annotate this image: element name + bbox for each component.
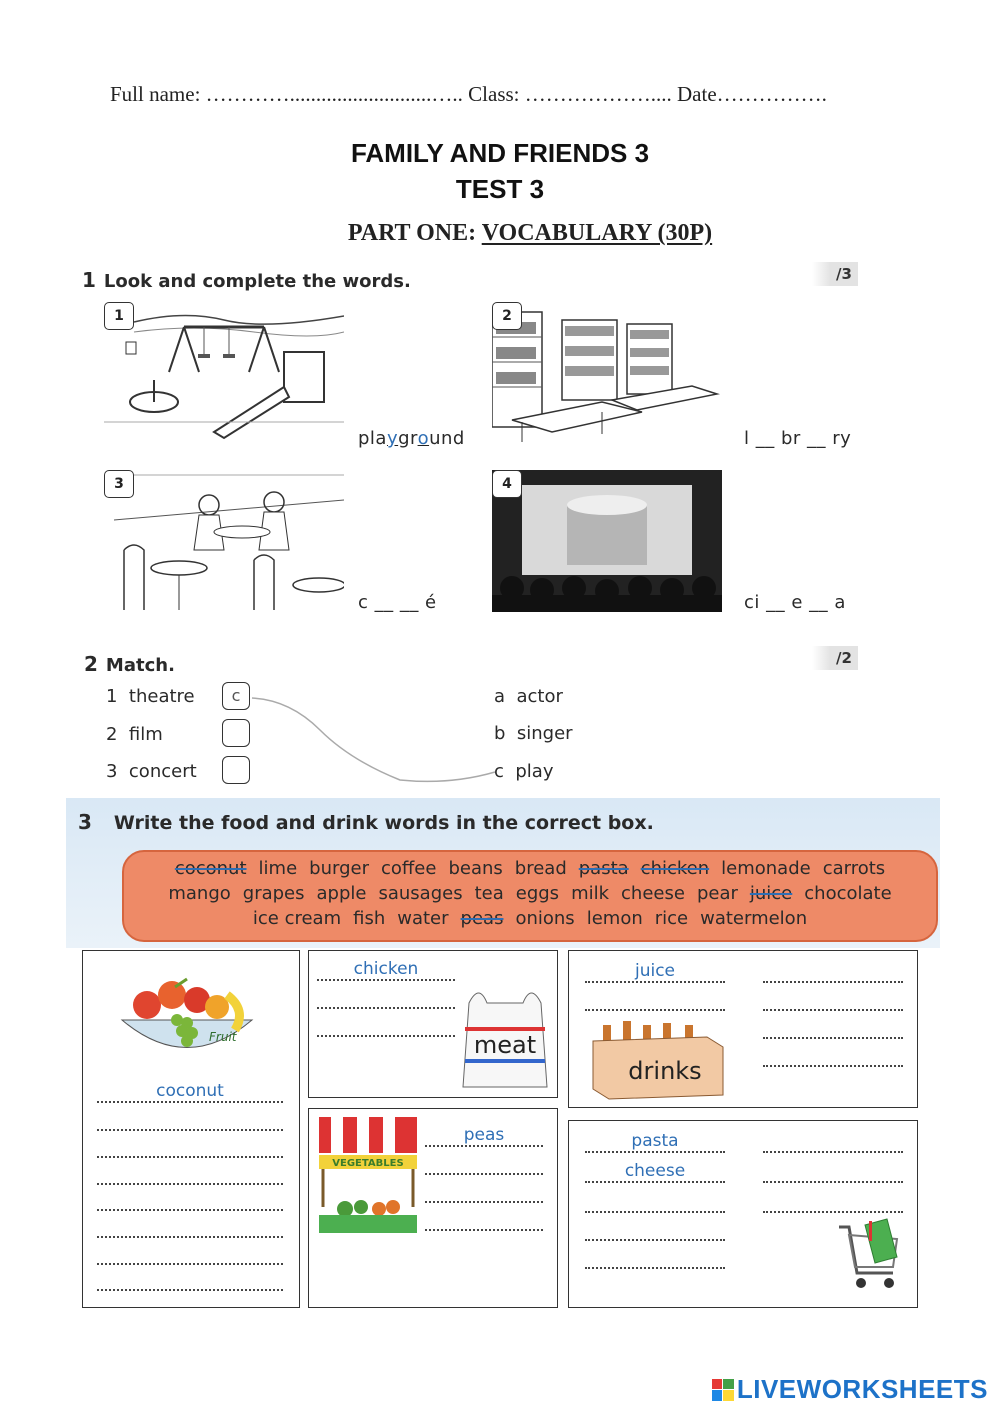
fruit-box	[82, 950, 300, 1308]
word-bank-line-3	[124, 908, 936, 929]
fruit-answer-2[interactable]	[97, 1109, 283, 1131]
word-library[interactable]: l __ br __ ry	[744, 428, 852, 449]
ex2-title	[84, 652, 175, 676]
match-line	[250, 690, 510, 790]
match-letter: b	[494, 723, 506, 744]
word-cafe[interactable]: c __ __ é	[358, 592, 437, 613]
part-prefix: PART ONE:	[347, 220, 482, 246]
match-answer-box-1[interactable]: c	[222, 682, 250, 710]
word-bank-word: lemonade	[721, 858, 811, 879]
drinks-answer-4[interactable]	[763, 989, 903, 1011]
other-answer-4[interactable]	[585, 1219, 725, 1241]
fruit-answer-5[interactable]	[97, 1189, 283, 1211]
word-bank-word: beans	[448, 858, 503, 879]
liveworksheets-brand	[712, 1374, 988, 1405]
other-answer-2[interactable]: cheese	[585, 1161, 725, 1183]
ex3-number: 3	[78, 810, 92, 834]
word-bank-word: apple	[316, 883, 367, 904]
drinks-box	[568, 950, 918, 1108]
fruit-answer-4[interactable]	[97, 1163, 283, 1185]
worksheet-subtitle: TEST 3	[455, 174, 545, 204]
word-bank-word: rice	[654, 908, 689, 929]
meat-label: meat	[473, 1031, 537, 1059]
picture-number-1: 1	[104, 302, 134, 330]
meat-answer-2[interactable]	[317, 987, 455, 1009]
word-bank-word: cheese	[621, 883, 685, 904]
match-right-a	[494, 686, 563, 707]
drinks-answer-1[interactable]: juice	[585, 961, 725, 983]
word-bank-word: pear	[696, 883, 738, 904]
filled-letter[interactable]: y	[386, 428, 399, 449]
cafe-picture	[104, 470, 344, 615]
cafe-icon	[104, 470, 344, 615]
worksheet-title: FAMILY AND FRIENDS 3	[350, 138, 650, 168]
vegetables-label: VEGETABLES	[332, 1158, 404, 1169]
word-bank-word: coffee	[380, 858, 437, 879]
word-bank-word: eggs	[515, 883, 560, 904]
word-part: pla	[358, 428, 387, 449]
word-bank-word: water	[397, 908, 449, 929]
word-bank-word: sausages	[378, 883, 463, 904]
library-picture	[492, 302, 722, 444]
part-heading	[0, 220, 1000, 247]
meat-answer-1[interactable]: chicken	[317, 959, 455, 981]
match-left-3	[106, 761, 197, 782]
match-num: 2	[106, 724, 118, 745]
match-num: 1	[106, 686, 118, 707]
drinks-answer-2[interactable]	[585, 989, 725, 1011]
shopping-trolley-icon	[835, 1217, 907, 1303]
playground-picture	[104, 302, 344, 442]
word-bank-word: mango	[168, 883, 231, 904]
ex1-title	[82, 268, 411, 292]
word-bank-word: chocolate	[804, 883, 892, 904]
word-bank-word: chicken	[640, 858, 710, 879]
drinks-label: drinks	[628, 1057, 702, 1085]
brand-logo-icon	[712, 1379, 734, 1401]
picture-number-4: 4	[492, 470, 522, 498]
vegetables-answer-4[interactable]	[425, 1209, 543, 1231]
word-bank-word: pasta	[578, 858, 629, 879]
word-bank-word: fish	[353, 908, 386, 929]
fruit-answer-6[interactable]	[97, 1216, 283, 1238]
meat-box	[308, 950, 558, 1098]
match-num: 3	[106, 761, 118, 782]
word-bank-word: carrots	[822, 858, 886, 879]
fruit-answer-7[interactable]	[97, 1243, 283, 1265]
filled-letter[interactable]: o	[417, 428, 430, 449]
word-part: gr	[398, 428, 418, 449]
match-letter: c	[494, 761, 504, 782]
match-word: film	[128, 724, 163, 745]
other-answer-5[interactable]	[585, 1247, 725, 1269]
match-word: play	[515, 761, 554, 782]
match-letter: a	[494, 686, 506, 707]
fruit-label: Fruit	[209, 1030, 237, 1044]
picture-number-3: 3	[104, 470, 134, 498]
word-cinema[interactable]: ci __ e __ a	[744, 592, 846, 613]
vegetables-answer-2[interactable]	[425, 1153, 543, 1175]
word-bank-word: grapes	[242, 883, 305, 904]
match-word: concert	[128, 761, 197, 782]
playground-icon	[104, 302, 344, 442]
match-word: theatre	[128, 686, 195, 707]
ex3-title	[78, 810, 654, 834]
match-word: singer	[516, 723, 573, 744]
word-playground[interactable]	[358, 428, 465, 449]
word-part: und	[429, 428, 465, 449]
word-bank-word: juice	[749, 883, 793, 904]
other-answer-3[interactable]	[585, 1191, 725, 1213]
word-bank-word: onions	[515, 908, 575, 929]
match-left-2	[106, 724, 163, 745]
cinema-icon	[492, 470, 722, 612]
word-bank	[122, 850, 938, 942]
drinks-answer-6[interactable]	[763, 1045, 903, 1067]
header-name-class-date: Full name: …………...........................….. Class: ……………….... Date…………….	[110, 82, 827, 106]
ex1-instruction: Look and complete the words.	[103, 271, 411, 292]
ex2-number: 2	[84, 652, 98, 676]
vegetables-answer-3[interactable]	[425, 1181, 543, 1203]
library-icon	[492, 302, 722, 444]
word-bank-word: burger	[309, 858, 369, 879]
ex3-instruction: Write the food and drink words in the correct box.	[113, 812, 654, 834]
ex2-score: /2	[812, 646, 858, 670]
match-left-1	[106, 686, 195, 707]
picture-number-2: 2	[492, 302, 522, 330]
other-answer-6[interactable]	[763, 1131, 903, 1153]
word-bank-word: ice cream	[252, 908, 342, 929]
fruit-answer-3[interactable]	[97, 1136, 283, 1158]
word-bank-word: lime	[258, 858, 298, 879]
vegetables-box	[308, 1108, 558, 1308]
ex1-number: 1	[82, 268, 96, 292]
match-right-c	[494, 761, 553, 782]
fruit-answer-8[interactable]	[97, 1269, 283, 1291]
word-bank-word: watermelon	[700, 908, 808, 929]
ex2-instruction: Match.	[105, 655, 175, 676]
word-bank-word: bread	[514, 858, 567, 879]
vegetable-stall-icon	[315, 1117, 421, 1233]
word-bank-word: lemon	[586, 908, 643, 929]
match-right-b	[494, 723, 573, 744]
drinks-answer-3[interactable]	[763, 961, 903, 983]
fruit-answer-1[interactable]: coconut	[97, 1081, 283, 1103]
word-bank-line-1	[124, 858, 936, 879]
part-label: VOCABULARY (30P)	[481, 220, 713, 246]
brand-name: LIVEWORKSHEETS	[736, 1374, 988, 1404]
drinks-answer-5[interactable]	[763, 1017, 903, 1039]
match-word: actor	[516, 686, 563, 707]
match-answer-box-2[interactable]	[222, 719, 250, 747]
other-answer-1[interactable]: pasta	[585, 1131, 725, 1153]
other-answer-8[interactable]	[763, 1191, 903, 1213]
meat-bag-icon	[459, 983, 551, 1091]
word-bank-line-2	[124, 883, 936, 904]
word-bank-word: milk	[571, 883, 610, 904]
other-answer-7[interactable]	[763, 1161, 903, 1183]
word-bank-word: peas	[460, 908, 504, 929]
vegetables-answer-1[interactable]: peas	[425, 1125, 543, 1147]
fruit-bowl-icon	[117, 965, 257, 1065]
drinks-box-icon	[589, 1017, 727, 1101]
meat-answer-3[interactable]	[317, 1015, 455, 1037]
other-food-box	[568, 1120, 918, 1308]
word-bank-word: tea	[474, 883, 504, 904]
match-answer-box-3[interactable]	[222, 756, 250, 784]
cinema-picture	[492, 470, 722, 612]
word-bank-word: coconut	[174, 858, 247, 879]
ex1-score: /3	[812, 262, 858, 286]
